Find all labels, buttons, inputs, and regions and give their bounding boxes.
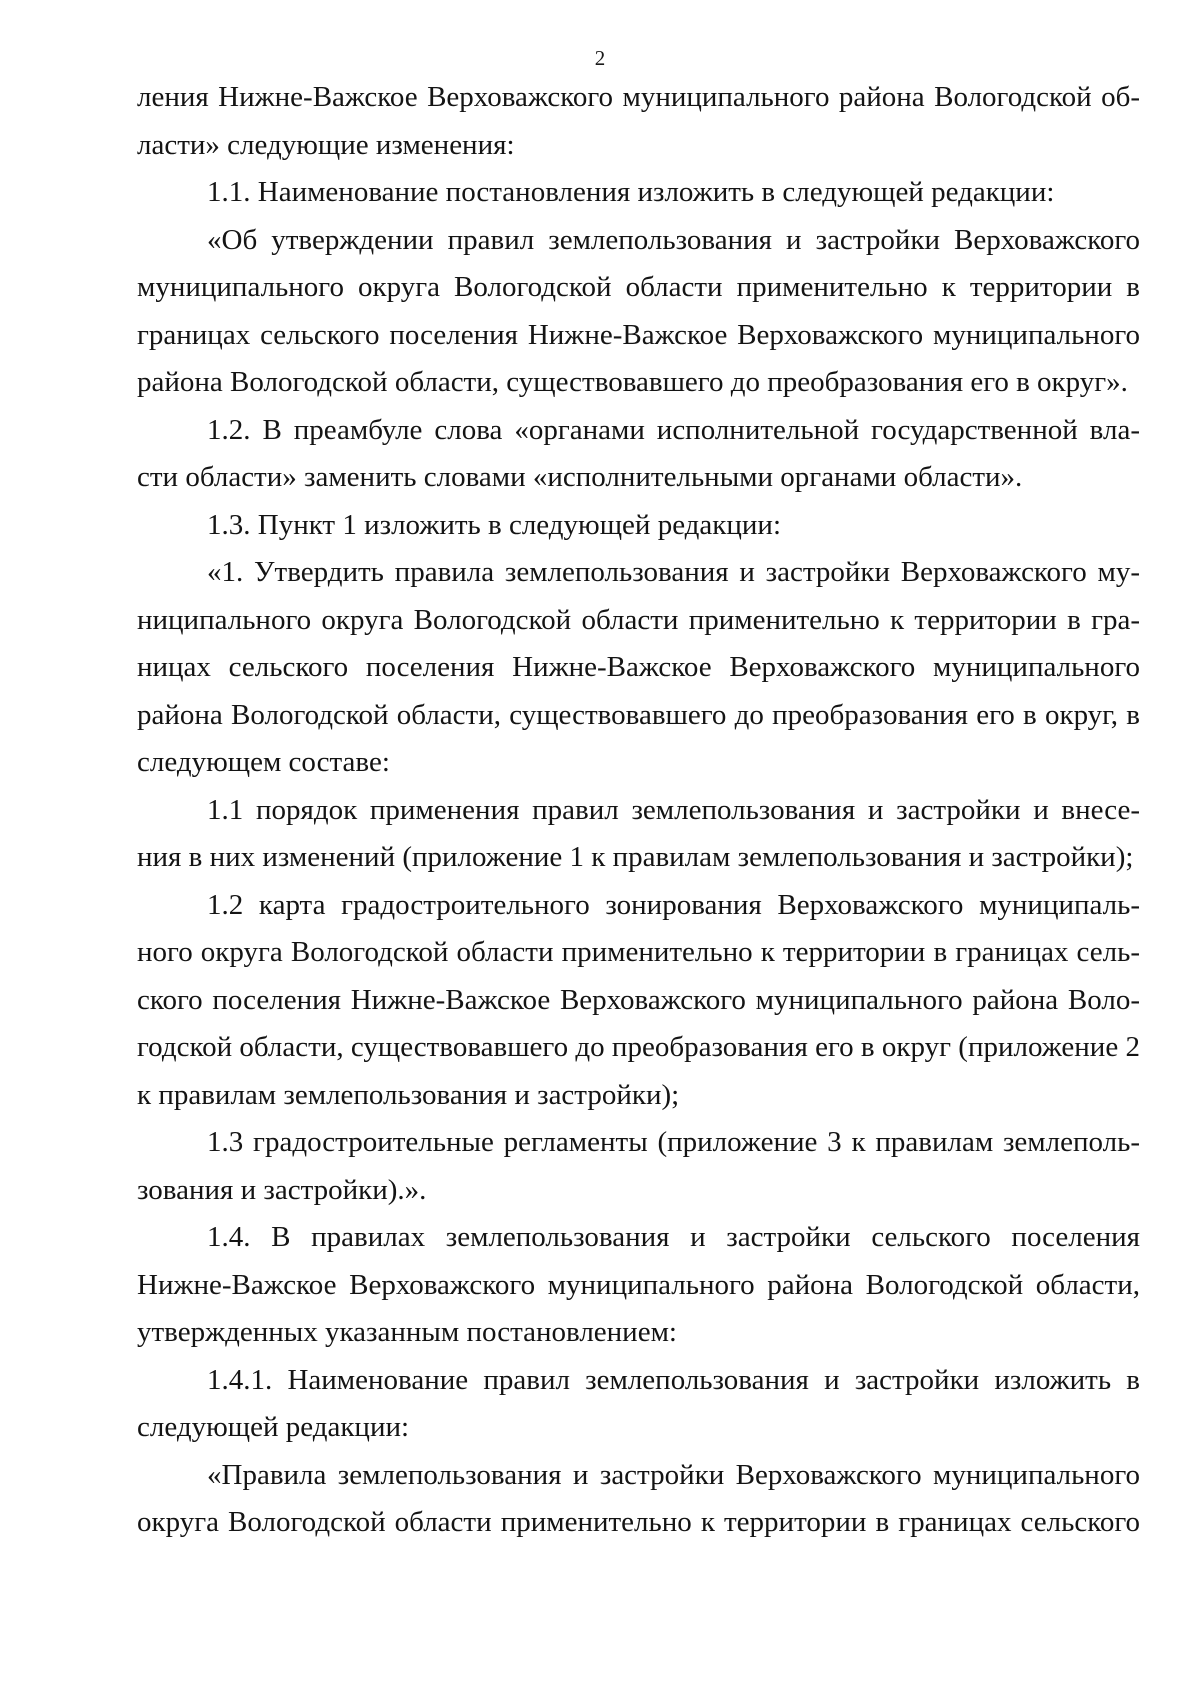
text-line: зования и застройки).». <box>137 1173 427 1206</box>
text-line: ного округа Вологодской области применительно к территории в границах сель- <box>137 936 1140 968</box>
text-line: ления Нижне-Важское Верховажского муниципального района Вологодской об- <box>137 81 1140 113</box>
text-line: к правилам землепользования и застройки); <box>137 1078 680 1111</box>
text-line: 1.3. Пункт 1 изложить в следующей редакции: <box>207 508 782 541</box>
text-line: 1.4.1. Наименование правил землепользования и застройки изложить в <box>207 1363 1140 1396</box>
text-line: «Об утверждении правил землепользования и застройки Верховажского <box>207 223 1140 256</box>
text-line: 1.4. В правилах землепользования и застройки сельского поселения <box>207 1221 1140 1253</box>
text-line: «Правила землепользования и застройки Верховажского муниципального <box>207 1458 1140 1491</box>
page-number: 2 <box>594 46 606 70</box>
text-line: ния в них изменений (приложение 1 к правилам землепользования и застройки); <box>137 841 1134 873</box>
text-line: «1. Утвердить правила землепользования и застройки Верховажского му- <box>207 556 1140 588</box>
text-line: 1.1. Наименование постановления изложить в следующей редакции: <box>207 176 1055 208</box>
text-line: утвержденных указанным постановлением: <box>137 1316 677 1348</box>
text-line: сти области» заменить словами «исполнительными органами области». <box>137 461 1023 493</box>
text-line: района Вологодской области, существовавшего до преобразования его в округ, в <box>137 698 1140 731</box>
document-body <box>137 74 1140 1547</box>
text-line: муниципального округа Вологодской области применительно к территории в <box>137 271 1140 303</box>
text-line: района Вологодской области, существовавшего до преобразования его в округ». <box>137 366 1128 398</box>
text-line: границах сельского поселения Нижне-Важское Верховажского муниципального <box>137 318 1140 351</box>
text-line: ласти» следующие изменения: <box>137 128 515 161</box>
text-line: ницах сельского поселения Нижне-Важское Верховажского муниципального <box>137 651 1140 683</box>
text-line: ского поселения Нижне-Важское Верховажского муниципального района Воло- <box>137 983 1140 1016</box>
text-line: округа Вологодской области применительно к территории в границах сельского <box>137 1506 1140 1538</box>
text-line: годской области, существовавшего до преобразования его в округ (приложение 2 <box>137 1031 1140 1063</box>
text-line: следующей редакции: <box>137 1411 410 1443</box>
text-line: следующем составе: <box>137 746 390 778</box>
text-line: 1.2 карта градостроительного зонирования Верховажского муниципаль- <box>207 888 1140 921</box>
text-line: ниципального округа Вологодской области применительно к территории в гра- <box>137 603 1140 636</box>
text-line: Нижне-Важское Верховажского муниципального района Вологодской области, <box>137 1268 1140 1301</box>
text-line: 1.3 градостроительные регламенты (приложение 3 к правилам землеполь- <box>207 1126 1140 1158</box>
text-line: 1.1 порядок применения правил землепользования и застройки и внесе- <box>207 793 1140 826</box>
text-line: 1.2. В преамбуле слова «органами исполнительной государственной вла- <box>207 413 1140 446</box>
